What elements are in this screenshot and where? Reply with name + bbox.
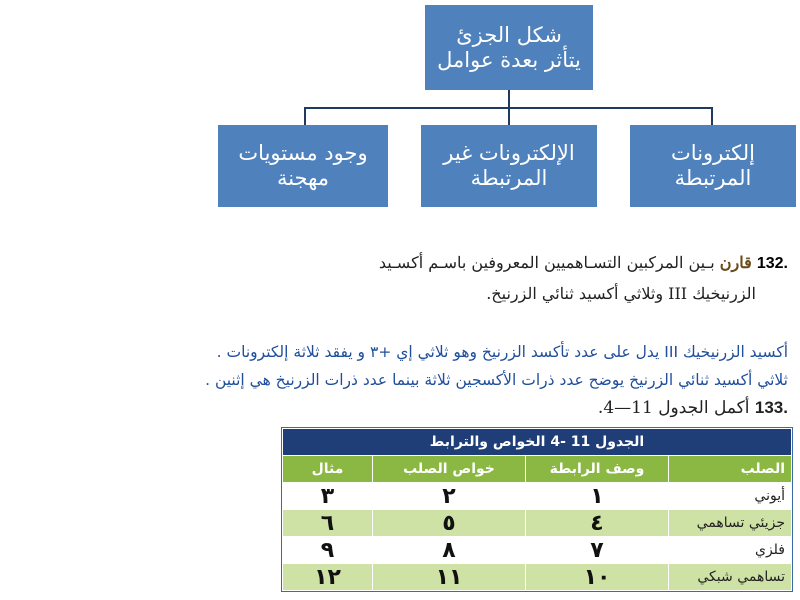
header-solid-properties: خواص الصلب <box>373 456 526 483</box>
diagram-child-bonded-electrons <box>630 125 796 207</box>
child1-line-2: مهجنة <box>276 166 330 190</box>
cell-handwritten: ٦ <box>283 510 373 537</box>
row-solid-name: جزيئي تساهمي <box>669 510 792 537</box>
q132-text-1: بـين المركبين التسـاهميين المعروفين باسـم أكسـيد <box>378 253 715 272</box>
cell-handwritten: ٧ <box>526 537 669 564</box>
table-row <box>283 483 792 510</box>
properties-table <box>282 428 792 591</box>
child1-line-1: وجود مستويات <box>238 141 368 165</box>
cell-handwritten: ٤ <box>526 510 669 537</box>
cell-handwritten: ١ <box>526 483 669 510</box>
header-solid: الصلب <box>669 456 792 483</box>
root-line-2: يتأثر بعدة عوامل <box>437 47 581 72</box>
child3-line-1: إلكترونات <box>671 141 755 165</box>
child3-line-2: المرتبطة <box>674 166 752 190</box>
q133-line <box>598 398 788 418</box>
connector-right <box>711 107 713 126</box>
connector-middle <box>508 107 510 126</box>
child2-line-2: المرتبطة <box>470 166 548 190</box>
cell-handwritten: ١١ <box>373 564 526 591</box>
answer-line-1: أكسيد الزرنيخيك III يدل على عدد تأكسد الزرنيخ وهو ثلاثي إي +٣ و يفقد ثلاثة إلكترونات . <box>216 343 788 361</box>
cell-handwritten: ٥ <box>373 510 526 537</box>
root-line-1: شكل الجزئ <box>456 22 562 47</box>
q132-line-2: الزرنيخيك III وثلاثي أكسيد ثنائي الزرنيخ. <box>486 284 756 303</box>
answer-line-2: ثلاثي أكسيد ثنائي الزرنيخ يوضح عدد ذرات الأكسجين ثلاثة بينما عدد ذرات الزرنيخ هي إثنين . <box>205 371 788 389</box>
cell-handwritten: ١٠ <box>526 564 669 591</box>
header-bond-description: وصف الرابطة <box>526 456 669 483</box>
cell-handwritten: ٢ <box>373 483 526 510</box>
diagram-child-hybrid-levels <box>218 125 388 207</box>
table-row <box>283 537 792 564</box>
cell-handwritten: ٩ <box>283 537 373 564</box>
child2-line-1: الإلكترونات غير <box>443 141 575 165</box>
table-row <box>283 564 792 591</box>
cell-handwritten: ١٢ <box>283 564 373 591</box>
diagram-root-box <box>425 5 593 90</box>
q133-number: .133 <box>754 398 788 417</box>
cell-handwritten: ٨ <box>373 537 526 564</box>
row-solid-name: تساهمي شبكي <box>669 564 792 591</box>
connector-left <box>304 107 306 126</box>
q132-line-1 <box>379 253 788 273</box>
q132-number: .132 <box>756 255 788 272</box>
q133-text: أكمل الجدول 11—4. <box>597 398 750 418</box>
header-example: مثال <box>283 456 373 483</box>
row-solid-name: فلزي <box>669 537 792 564</box>
diagram-child-lone-pairs <box>421 125 597 207</box>
q132-keyword: قارن <box>719 253 752 272</box>
row-solid-name: أيوني <box>669 483 792 510</box>
table-title: الجدول 11 -4 الخواص والترابط <box>283 429 792 456</box>
cell-handwritten: ٣ <box>283 483 373 510</box>
table-row <box>283 510 792 537</box>
connector-vertical-root <box>508 90 510 108</box>
